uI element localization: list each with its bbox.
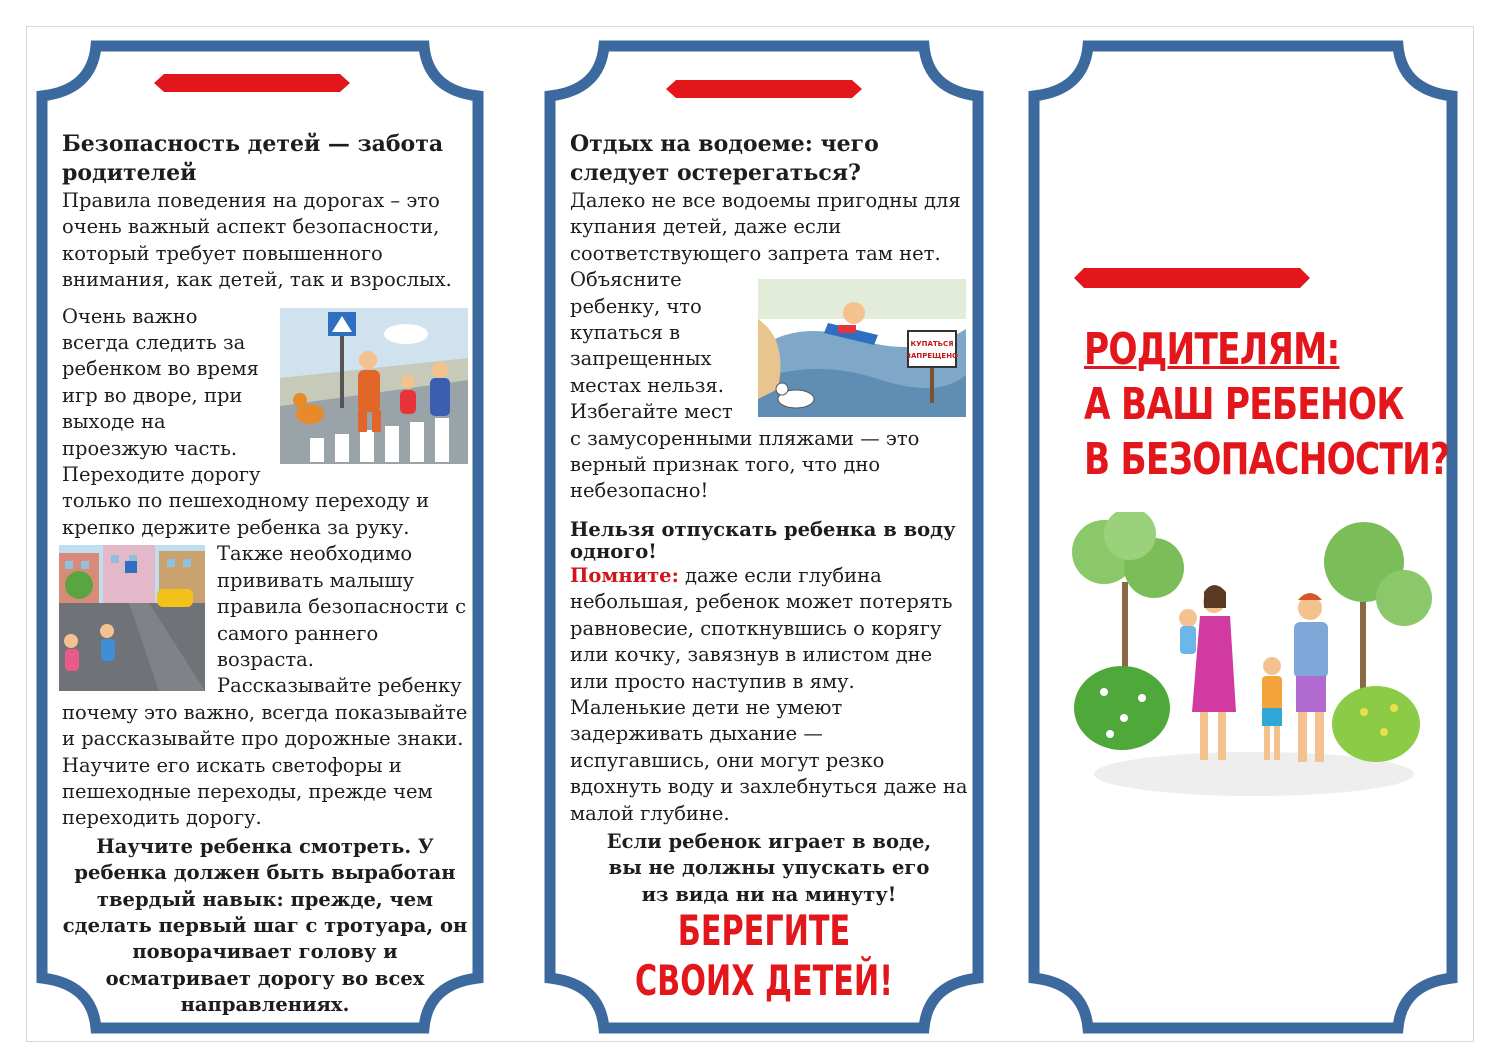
- street-children-illustration: [59, 545, 205, 691]
- cover-title-line2: А ВАШ РЕБЕНОК: [1084, 379, 1404, 430]
- panel1-content: [62, 130, 468, 1019]
- panel-road-safety: [36, 40, 484, 1034]
- red-bar-decoration: [1074, 266, 1310, 290]
- svg-text:ЗАПРЕЩЕНО: ЗАПРЕЩЕНО: [905, 352, 959, 361]
- remember-text: даже если глубина небольшая, ребенок может потерять равновесие, споткнувшись о корягу или кочку, завязнув в илистом дне или просто наступив в яму. Маленькие дети не умеют задерживать дыхание — испугавшись, они могут резко вдохнуть воду и захлебнуться даже на малой глубине.: [570, 563, 968, 825]
- panel1-intro: Правила поведения на дорогах – это очень важный аспект безопасности, который требует повышенного внимания, как детей, так и взрослых.: [62, 189, 452, 292]
- panel1-para2: Очень важно всегда следить за ребенком во время игр во дворе, при выходе на проезжую часть. Переходите дорогу только по пешеходному переходу и крепко держите ребенка за руку.: [62, 304, 430, 539]
- panel1-title: Безопасность детей — забота родителей: [62, 131, 444, 186]
- red-bar-decoration: [666, 78, 862, 100]
- panel2-title: Отдых на водоеме: чего следует остерегаться?: [570, 131, 879, 186]
- family-illustration: [1064, 512, 1434, 802]
- red-bar-decoration: [154, 72, 350, 94]
- take-care-line2: СВОИХ ДЕТЕЙ!: [634, 956, 894, 1005]
- panel-cover: [1028, 40, 1458, 1034]
- cover-title-line1: РОДИТЕЛЯМ:: [1084, 324, 1340, 375]
- panel-water-safety: [544, 40, 984, 1034]
- panel1-para3: Также необходимо прививать малышу правила безопасности с самого раннего возраста. Рассказывайте ребенку почему это важно, всегда показывайте и рассказывайте про дорожные знаки. Научите его искать светофоры и пешеходные переходы, прежде чем переходить дорогу.: [62, 542, 468, 830]
- panel2-content: [570, 130, 968, 908]
- panel2-intro: Далеко не все водоемы пригодны для купания детей, даже если соответствующего запрета там нет.: [570, 189, 961, 265]
- panel1-bold-note: Научите ребенка смотреть. У ребенка должен быть выработан твердый навык: прежде, чем сделать первый шаг с тротуара, он поворачивает голову и осматривает дорогу во всех направлениях.: [62, 834, 468, 1017]
- swimming-ban-illustration: [758, 279, 966, 417]
- svg-text:КУПАТЬСЯ: КУПАТЬСЯ: [910, 340, 954, 349]
- remember-label: Помните:: [570, 563, 679, 587]
- panel2-para2: Объясните ребенку, что купаться в запрещенных местах нельзя. Избегайте мест с замусоренными пляжами — это верный признак того, что дно небезопасно!: [570, 268, 920, 503]
- cover-title-line3: В БЕЗОПАСНОСТИ?: [1084, 434, 1450, 485]
- crosswalk-illustration: [280, 308, 468, 464]
- take-care-line1: БЕРЕГИТЕ: [677, 906, 851, 955]
- take-care-callout: [606, 906, 923, 1006]
- panel2-subheading: Нельзя отпускать ребенка в воду одного!: [570, 517, 956, 563]
- panel2-center-note: Если ребенок играет в воде, вы не должны упускать его из вида ни на минуту!: [606, 829, 932, 906]
- cover-title: [1084, 322, 1449, 487]
